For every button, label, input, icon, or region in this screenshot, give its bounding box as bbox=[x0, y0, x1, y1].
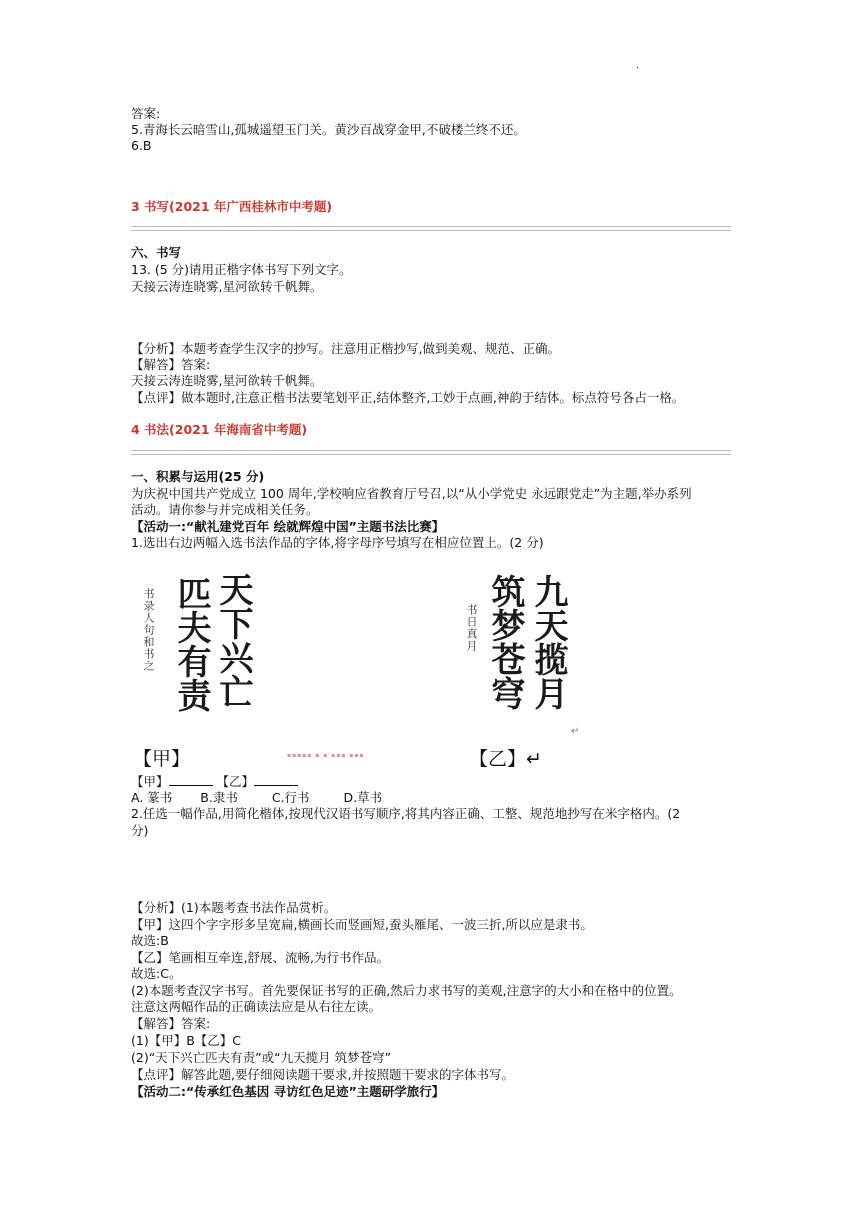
solution-1: 【解答】答案: bbox=[131, 357, 211, 372]
comment-1: 【点评】做本题时,注意正楷书法要笔划平正,结体整齐,工妙于点画,神韵于结体。标点符号各占一格。 bbox=[131, 390, 685, 405]
option-d: D.草书 bbox=[343, 790, 383, 805]
intro-line-1: 为庆祝中国共产党成立 100 周年,学校响应省教育厅号召,以“从小学党史 永远跟党走”为主题,举办系列 bbox=[131, 486, 692, 501]
choose-c: 故选:C。 bbox=[131, 966, 182, 981]
choose-b: 故选:B bbox=[131, 933, 169, 948]
option-b: B.隶书 bbox=[200, 790, 238, 805]
yi-signature: 书日真月 bbox=[465, 604, 478, 652]
jia-blank[interactable] bbox=[169, 773, 213, 786]
jia-signature: 书录人句和书之 bbox=[142, 588, 155, 672]
return-mark: ↵ bbox=[571, 726, 580, 737]
analysis-2-part-2b: 注意这两幅作品的正确读法应是从右往左读。 bbox=[131, 999, 382, 1014]
answer-5: 5.青海长云暗雪山,孤城遥望玉门关。黄沙百战穿金甲,不破楼兰终不还。 bbox=[131, 122, 526, 137]
section-4-divider bbox=[131, 450, 731, 455]
scan-noise: ▪▪▪▪▪ ▪‘▪’▪▪▪ ▪▪▪ bbox=[287, 752, 365, 759]
answer-6: 6.B bbox=[131, 138, 152, 153]
fill-blank-line bbox=[131, 773, 298, 790]
jia-label: 【甲】 bbox=[133, 748, 191, 770]
yi-column-1: 九天揽月 bbox=[528, 574, 568, 710]
option-a: A. 篆书 bbox=[131, 790, 173, 805]
activity-2-heading: 【活动二:“传承红色基因 寻访红色足迹”主题研学旅行】 bbox=[131, 1084, 445, 1099]
activity-1-heading: 【活动一:“献礼建党百年 绘就辉煌中国”主题书法比赛】 bbox=[131, 519, 445, 534]
fill-jia-label: 【甲】 bbox=[131, 774, 169, 789]
comment-2: 【点评】解答此题,要仔细阅读题干要求,并按照题干要求的字体书写。 bbox=[131, 1067, 514, 1082]
part-6-heading: 六、书写 bbox=[131, 245, 182, 260]
solution-1-text: 天接云涛连晓雾,星河欲转千帆舞。 bbox=[131, 373, 323, 388]
section-3-divider bbox=[131, 226, 731, 231]
options-line bbox=[131, 790, 382, 806]
solution-2-item-1: (1)【甲】B【乙】C bbox=[131, 1033, 242, 1048]
question-2-line-2: 分) bbox=[131, 823, 149, 838]
yi-blank[interactable] bbox=[254, 773, 298, 786]
analysis-1: 【分析】本题考查学生汉字的抄写。注意用正楷抄写,做到美观、规范、正确。 bbox=[131, 341, 560, 356]
question-13-text: 天接云涛连晓雾,星河欲转千帆舞。 bbox=[131, 279, 323, 294]
yi-analysis: 【乙】笔画相互牵连,舒展、流畅,为行书作品。 bbox=[131, 950, 389, 965]
analysis-2-part-2a: (2)本题考查汉字书写。首先要保证书写的正确,然后力求书写的美观,注意字的大小和在格中的位置。 bbox=[131, 983, 682, 998]
calligraphy-figure bbox=[131, 566, 591, 771]
fill-yi-label: 【乙】 bbox=[216, 774, 255, 789]
yi-label: 【乙】↵ bbox=[469, 748, 542, 770]
question-13: 13. (5 分)请用正楷字体书写下列文字。 bbox=[131, 262, 352, 277]
solution-2-item-2: (2)“天下兴亡匹夫有责”或“九天揽月 筑梦苍穹” bbox=[131, 1050, 392, 1065]
option-c: C.行书 bbox=[271, 790, 310, 805]
solution-2: 【解答】答案: bbox=[131, 1016, 211, 1031]
intro-line-2: 活动。请你参与并完成相关任务。 bbox=[131, 502, 319, 517]
section-4-title: 4 书法(2021 年海南省中考题) bbox=[131, 422, 308, 437]
answer-label: 答案: bbox=[131, 106, 161, 121]
jia-column-2: 匹夫有责 bbox=[171, 576, 211, 712]
yi-column-2: 筑梦苍穹 bbox=[485, 574, 525, 710]
jia-column-1: 天下兴亡 bbox=[213, 572, 253, 708]
header-dot: . bbox=[636, 60, 640, 71]
question-1: 1.选出右边两幅入选书法作品的字体,将字母序号填写在相应位置上。(2 分) bbox=[131, 535, 544, 550]
section-3-title: 3 书写(2021 年广西桂林市中考题) bbox=[131, 199, 333, 214]
question-2-line-1: 2.任选一幅作品,用简化楷体,按现代汉语书写顺序,将其内容正确、工整、规范地抄写在米字格内。(2 bbox=[131, 806, 681, 821]
analysis-2: 【分析】(1)本题考查书法作品赏析。 bbox=[131, 900, 337, 915]
jia-analysis: 【甲】这四个字字形多呈宽扁,横画长而竖画短,蚕头雁尾、一波三折,所以应是隶书。 bbox=[131, 917, 593, 932]
part-1-heading: 一、积累与运用(25 分) bbox=[131, 469, 265, 484]
